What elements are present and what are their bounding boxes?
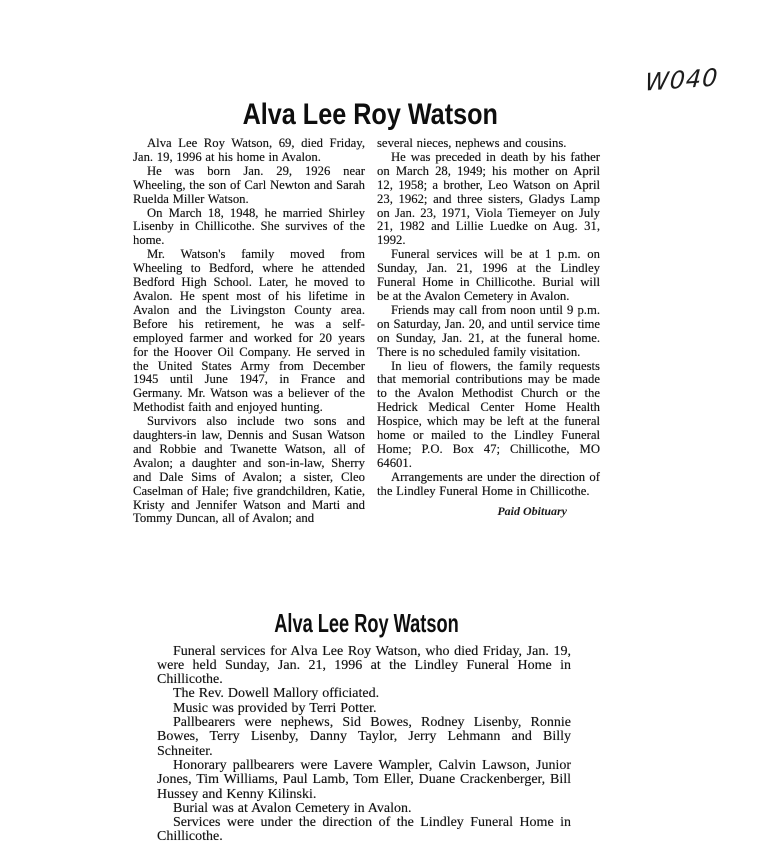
obituary-paragraph: In lieu of flowers, the family requests that memorial contributions may be made to the Avalon Methodist Church or the Hedrick Medical Center Home Health Hospice, which may be left at the funeral home or mailed to the Lindley Funeral Home; P.O. Box 47; Chillicothe, MO 64601. bbox=[377, 358, 600, 470]
obituary-paragraph: Mr. Watson's family moved from Wheeling to Bedford, where he attended Bedford High School. Later, he moved to Avalon. He spent most of his lifetime in Avalon and the Livingston County area. Before his retirement, he was a self-employed farmer and worked for 20 years for the Hoover Oil Company. He served in the United States Army from December 1945 until June 1947, in France and Germany. Mr. Watson was a believer of the Methodist faith and enjoyed hunting. bbox=[133, 247, 365, 415]
obituary-paragraph: The Rev. Dowell Mallory officiated. bbox=[173, 686, 380, 702]
obituary-columns bbox=[133, 137, 600, 526]
obituary-paragraph: Arrangements are under the direction of the Lindley Funeral Home in Chillicothe. bbox=[377, 469, 600, 498]
obituary-paragraph: Burial was at Avalon Cemetery in Avalon. bbox=[173, 800, 412, 816]
obituary-paragraph-continuation: several nieces, nephews and cousins. bbox=[377, 136, 567, 150]
obituary-paragraph: Pallbearers were nephews, Sid Bowes, Rodney Lisenby, Ronnie Bowes, Terry Lisenby, Danny Taylor, Jerry Lehmann and Billy Schneiter. bbox=[157, 715, 571, 759]
obituary-primary bbox=[133, 100, 600, 526]
obituary-paragraph: Honorary pallbearers were Lavere Wampler, Calvin Lawson, Junior Jones, Tim Williams, Paul Lamb, Tom Eller, Duane Crackenberger, Bill Hussey and Kenny Kilinski. bbox=[157, 757, 571, 802]
paid-obituary-label: Paid Obituary bbox=[497, 503, 567, 518]
obituary-paragraph: Funeral services will be at 1 p.m. on Sunday, Jan. 21, 1996 at the Lindley Funeral Home in Chillicothe. Burial will be at the Avalon Cemetery in Avalon. bbox=[377, 247, 600, 303]
obituary-paragraph: Alva Lee Roy Watson, 69, died Friday, Jan. 19, 1996 at his home in Avalon. bbox=[133, 136, 365, 164]
handwritten-archive-code: W040 bbox=[644, 63, 720, 97]
obituary-paragraph: Survivors also include two sons and daughters-in law, Dennis and Susan Watson and Robbie and Twanette Watson, all of Avalon; a daughter and son-in-law, Sherry and Dale Sims of Avalon; a sister, Cleo Caselman of Hale; five grandchildren, Katie, Kristy and Jennifer Watson and Marti and Tommy Duncan, all of Avalon; and bbox=[133, 414, 365, 526]
obituary-paragraph: On March 18, 1948, he married Shirley Lisenby in Chillicothe. She survives of the home. bbox=[133, 205, 365, 248]
obituary-secondary bbox=[157, 609, 571, 845]
obituary-paragraph: Funeral services for Alva Lee Roy Watson, who died Friday, Jan. 19, were held Sunday, Jan. 21, 1996 at the Lindley Funeral Home in Chillicothe. bbox=[157, 643, 571, 688]
obituary-paragraph: Services were under the direction of the Lindley Funeral Home in Chillicothe. bbox=[157, 815, 571, 845]
obituary-column-right bbox=[377, 137, 600, 526]
obituary-primary-title: Alva Lee Roy Watson bbox=[242, 98, 498, 131]
obituary-column-left bbox=[133, 137, 365, 526]
obituary-paragraph: He was preceded in death by his father on March 28, 1949; his mother on April 12, 1958; a brother, Leo Watson on April 23, 1962; and three sisters, Gladys Lamp on Jan. 23, 1971, Viola Tiemeyer on July 21, 1982 and Lillie Luedke on Aug. 31, 1992. bbox=[377, 149, 600, 248]
obituary-paragraph: Music was provided by Terri Potter. bbox=[173, 700, 377, 716]
obituary-secondary-title: Alva Lee Roy Watson bbox=[274, 608, 459, 638]
obituary-paragraph: Friends may call from noon until 9 p.m. on Saturday, Jan. 20, and until service time on Sunday, Jan. 21, at the funeral home. There is no scheduled family visitation. bbox=[377, 302, 600, 359]
obituary-paragraph: He was born Jan. 29, 1926 near Wheeling, the son of Carl Newton and Sarah Ruelda Miller Watson. bbox=[133, 163, 365, 206]
